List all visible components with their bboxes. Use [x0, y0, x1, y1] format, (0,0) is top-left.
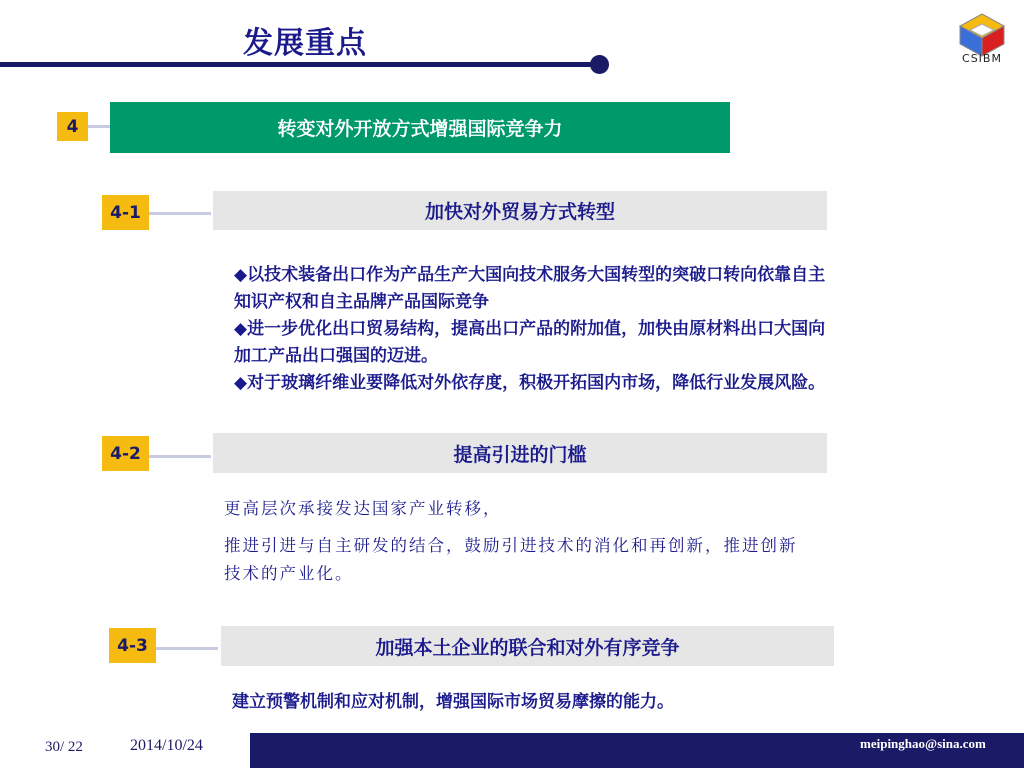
item-text-4-3: 建立预警机制和应对机制，增强国际市场贸易摩擦的能力。 [232, 692, 674, 712]
title-underline-dot [590, 55, 609, 74]
item-bullets-4-1 [234, 262, 834, 397]
bullet-item: ◆对于玻璃纤维业要降低对外依存度，积极开拓国内市场，降低行业发展风险。 [234, 373, 826, 393]
item-title-bar-4-2: 提高引进的门槛 [213, 433, 827, 473]
footer-left-panel [0, 733, 250, 768]
footer-date: 2014/10/24 [130, 737, 203, 754]
item-title-bar-4-1: 加快对外贸易方式转型 [213, 191, 827, 230]
slide-title: 发展重点 [243, 26, 367, 61]
item-line-4-2-a: 更高层次承接发达国家产业转移， [224, 499, 502, 518]
bullet-item: ◆以技术装备出口作为产品生产大国向技术服务大国转型的突破口转向依靠自主知识产权和自主品牌产品国际竞争 [234, 265, 826, 312]
section-badge: 4 [57, 112, 88, 141]
item-connector-4-1 [149, 212, 211, 215]
title-underline [0, 62, 596, 67]
bullet-item: ◆进一步优化出口贸易结构，提高出口产品的附加值，加快由原材料出口大国向加工产品出口强国的迈进。 [234, 319, 826, 366]
item-badge-4-2: 4-2 [102, 436, 149, 471]
page-number: 30/ 22 [45, 739, 83, 755]
logo-text: CSIBM [962, 52, 1002, 65]
item-badge-4-1: 4-1 [102, 195, 149, 230]
item-badge-4-3: 4-3 [109, 628, 156, 663]
footer-email: meipinghao@sina.com [860, 736, 986, 751]
item-connector-4-2 [149, 455, 211, 458]
item-line-4-2-b: 推进引进与自主研发的结合，鼓励引进技术的消化和再创新，推进创新技术的产业化。 [224, 536, 798, 583]
section-title-bar: 转变对外开放方式增强国际竞争力 [110, 102, 730, 153]
item-title-bar-4-3: 加强本土企业的联合和对外有序竞争 [221, 626, 834, 666]
section-connector [88, 125, 110, 128]
item-connector-4-3 [156, 647, 218, 650]
